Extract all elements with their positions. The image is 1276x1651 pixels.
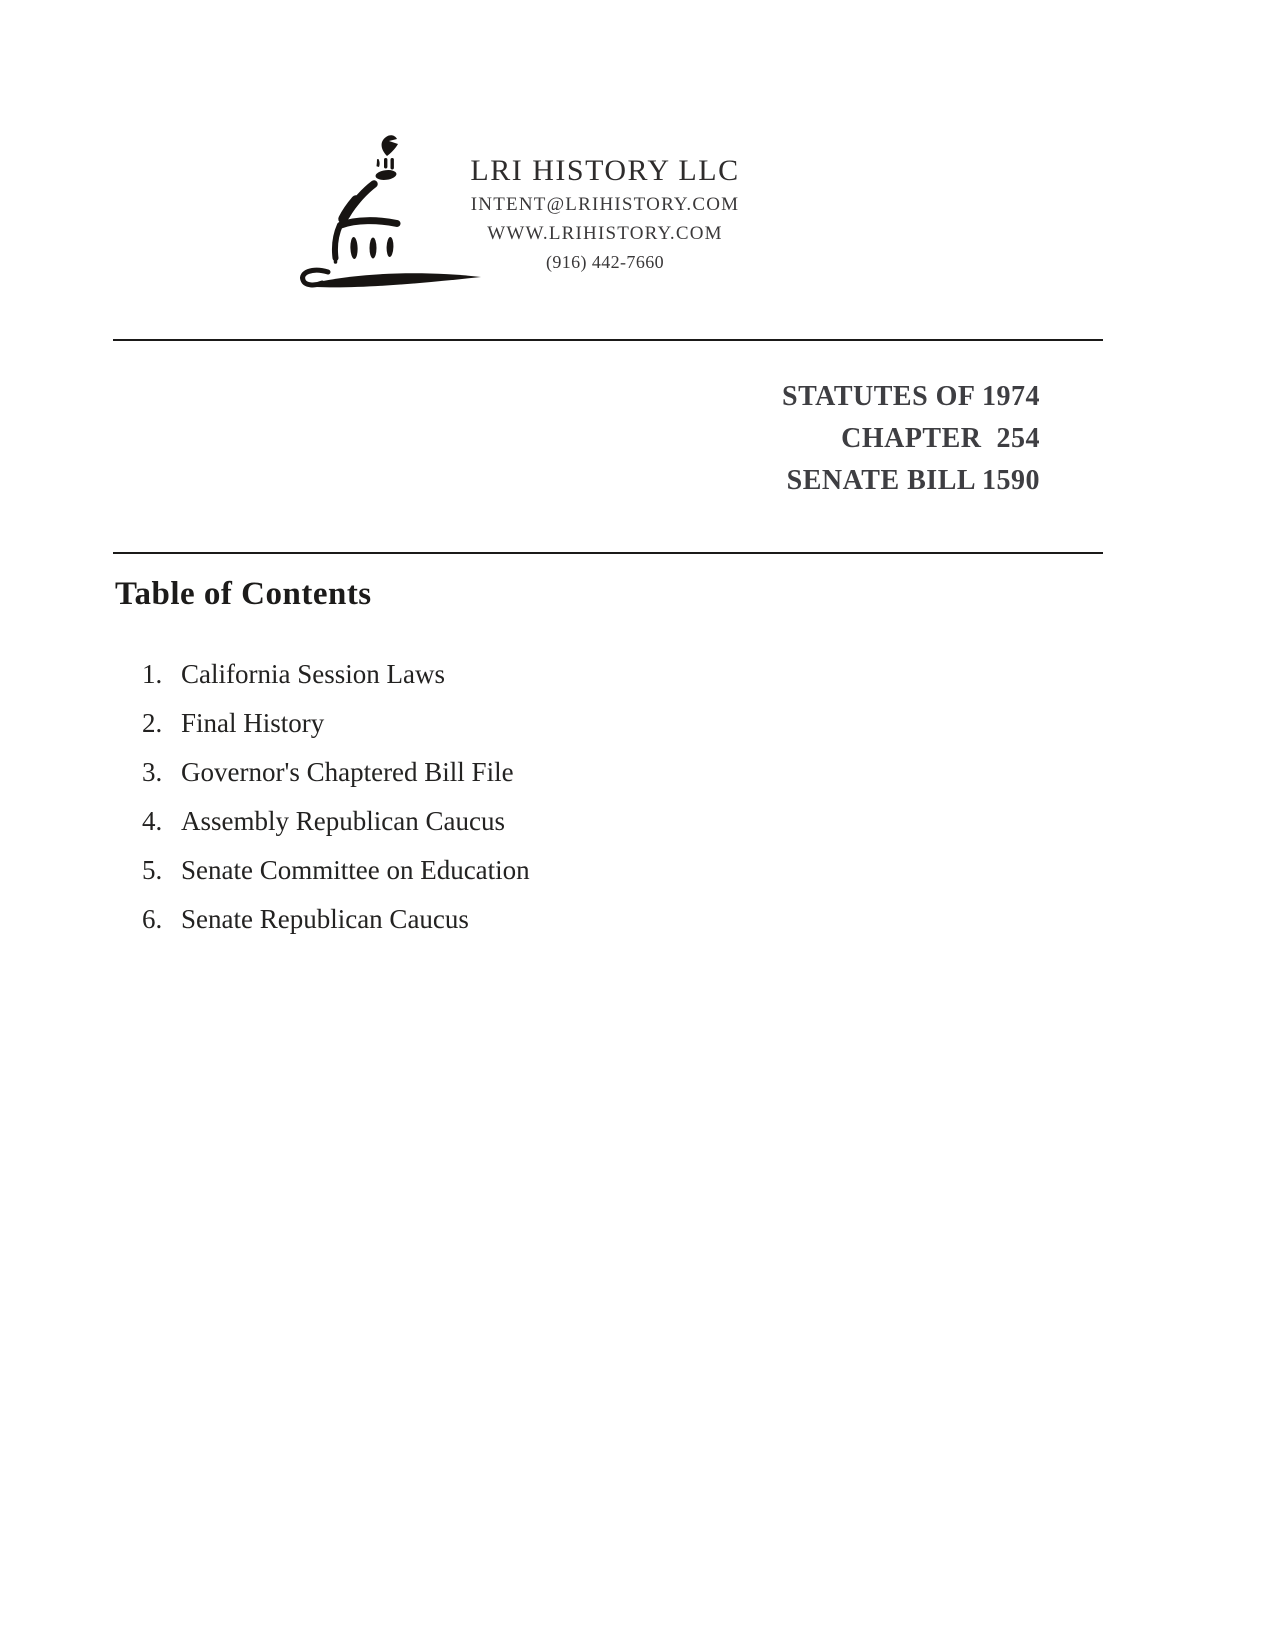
toc-item — [142, 699, 530, 748]
toc-item-number: 2. — [142, 708, 163, 738]
chapter-line: CHAPTER 254 — [841, 423, 1040, 454]
divider-top — [113, 339, 1103, 341]
senate-bill-line: SENATE BILL 1590 — [786, 465, 1040, 496]
toc-item-label: Final History — [181, 708, 325, 738]
bill-reference-block — [782, 376, 1040, 502]
company-phone: (916) 442-7660 — [545, 252, 665, 272]
toc-list — [142, 650, 530, 944]
toc-item-number: 1. — [142, 659, 163, 689]
toc-item — [142, 797, 530, 846]
divider-bottom — [113, 552, 1103, 554]
toc-item — [142, 748, 530, 797]
letterhead — [420, 152, 790, 277]
statutes-line: STATUTES OF 1974 — [782, 381, 1040, 412]
company-website: WWW.LRIHISTORY.COM — [487, 223, 723, 244]
company-email: INTENT@LRIHISTORY.COM — [470, 194, 740, 215]
toc-item-label: Governor's Chaptered Bill File — [181, 757, 514, 787]
toc-item-label: California Session Laws — [181, 659, 445, 689]
toc-item — [142, 895, 530, 944]
toc-title: Table of Contents — [115, 576, 372, 612]
toc-item-number: 6. — [142, 904, 163, 934]
toc-item-label: Senate Committee on Education — [181, 855, 530, 885]
toc-item — [142, 650, 530, 699]
toc-item-label: Senate Republican Caucus — [181, 904, 469, 934]
toc-item — [142, 846, 530, 895]
toc-item-number: 3. — [142, 757, 163, 787]
company-name: LRI HISTORY LLC — [470, 154, 740, 187]
toc-item-number: 5. — [142, 855, 163, 885]
toc-item-number: 4. — [142, 806, 163, 836]
toc-item-label: Assembly Republican Caucus — [181, 806, 505, 836]
